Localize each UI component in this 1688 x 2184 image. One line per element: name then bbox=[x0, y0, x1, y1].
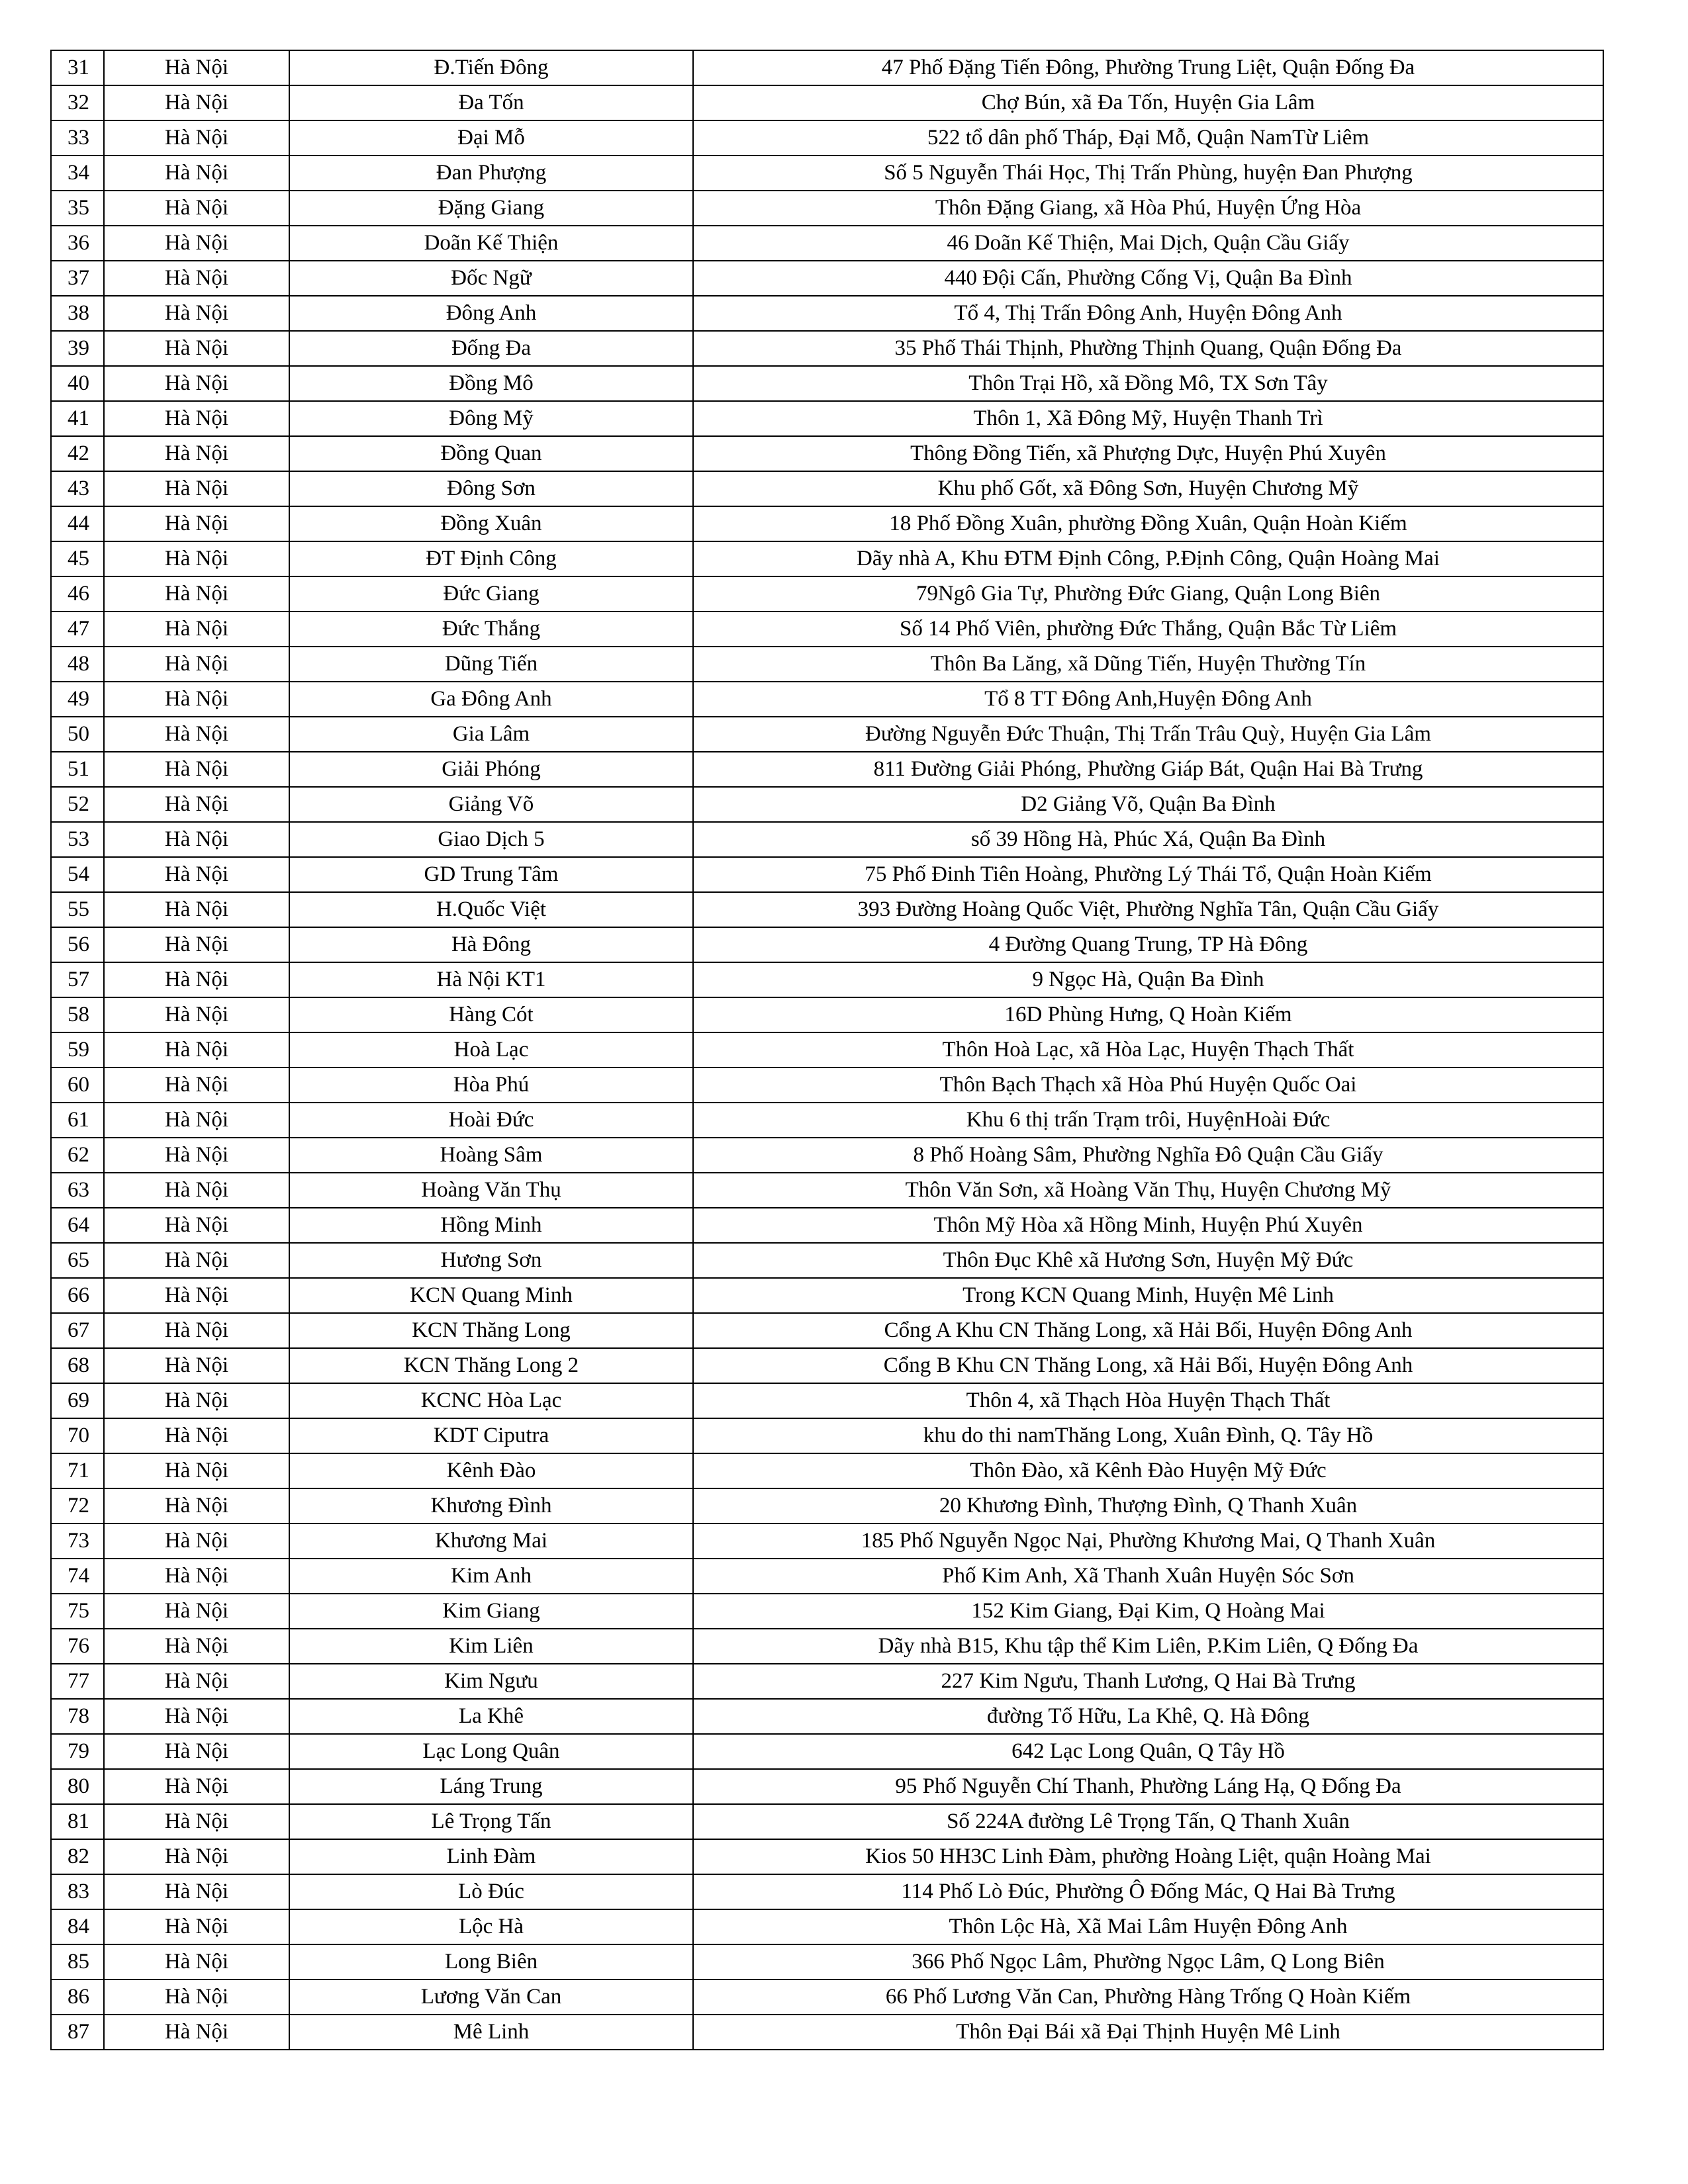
branch-name-cell: Đức Giang bbox=[289, 576, 693, 612]
table-row bbox=[51, 752, 1603, 787]
branch-name-cell: Ga Đông Anh bbox=[289, 682, 693, 717]
row-number-cell: 59 bbox=[51, 1032, 104, 1068]
city-cell: Hà Nội bbox=[104, 1313, 289, 1348]
branch-name-cell: Đốc Ngữ bbox=[289, 261, 693, 296]
row-number-cell: 85 bbox=[51, 1944, 104, 1979]
row-number-cell: 83 bbox=[51, 1874, 104, 1909]
branch-name-cell: Đồng Xuân bbox=[289, 506, 693, 541]
table-row bbox=[51, 1488, 1603, 1524]
row-number-cell: 54 bbox=[51, 857, 104, 892]
branch-name-cell: Long Biên bbox=[289, 1944, 693, 1979]
city-cell: Hà Nội bbox=[104, 1524, 289, 1559]
row-number-cell: 65 bbox=[51, 1243, 104, 1278]
address-cell: 4 Đường Quang Trung, TP Hà Đông bbox=[693, 927, 1603, 962]
table-row bbox=[51, 1453, 1603, 1488]
table-row bbox=[51, 1979, 1603, 2015]
row-number-cell: 58 bbox=[51, 997, 104, 1032]
branch-name-cell: Hà Nội KT1 bbox=[289, 962, 693, 997]
row-number-cell: 67 bbox=[51, 1313, 104, 1348]
city-cell: Hà Nội bbox=[104, 1348, 289, 1383]
row-number-cell: 33 bbox=[51, 120, 104, 156]
row-number-cell: 57 bbox=[51, 962, 104, 997]
branch-name-cell: Dũng Tiến bbox=[289, 647, 693, 682]
branch-name-cell: Hòa Phú bbox=[289, 1068, 693, 1103]
row-number-cell: 77 bbox=[51, 1664, 104, 1699]
city-cell: Hà Nội bbox=[104, 436, 289, 471]
city-cell: Hà Nội bbox=[104, 156, 289, 191]
city-cell: Hà Nội bbox=[104, 1453, 289, 1488]
table-row bbox=[51, 787, 1603, 822]
address-cell: 114 Phố Lò Đúc, Phường Ô Đống Mác, Q Hai Bà Trưng bbox=[693, 1874, 1603, 1909]
branch-name-cell: Giảng Võ bbox=[289, 787, 693, 822]
city-cell: Hà Nội bbox=[104, 1383, 289, 1418]
row-number-cell: 36 bbox=[51, 226, 104, 261]
city-cell: Hà Nội bbox=[104, 506, 289, 541]
city-cell: Hà Nội bbox=[104, 857, 289, 892]
table-row bbox=[51, 1804, 1603, 1839]
row-number-cell: 32 bbox=[51, 85, 104, 120]
branch-name-cell: KCNC Hòa Lạc bbox=[289, 1383, 693, 1418]
address-cell: Thôn Lộc Hà, Xã Mai Lâm Huyện Đông Anh bbox=[693, 1909, 1603, 1944]
branch-name-cell: Đan Phượng bbox=[289, 156, 693, 191]
row-number-cell: 69 bbox=[51, 1383, 104, 1418]
branch-name-cell: KDT Ciputra bbox=[289, 1418, 693, 1453]
city-cell: Hà Nội bbox=[104, 296, 289, 331]
table-row bbox=[51, 191, 1603, 226]
city-cell: Hà Nội bbox=[104, 682, 289, 717]
row-number-cell: 78 bbox=[51, 1699, 104, 1734]
city-cell: Hà Nội bbox=[104, 1664, 289, 1699]
branch-name-cell: Doãn Kế Thiện bbox=[289, 226, 693, 261]
table-row bbox=[51, 892, 1603, 927]
address-cell: 9 Ngọc Hà, Quận Ba Đình bbox=[693, 962, 1603, 997]
branch-name-cell: Hoàng Sâm bbox=[289, 1138, 693, 1173]
row-number-cell: 76 bbox=[51, 1629, 104, 1664]
row-number-cell: 46 bbox=[51, 576, 104, 612]
table-row bbox=[51, 50, 1603, 85]
row-number-cell: 45 bbox=[51, 541, 104, 576]
table-row bbox=[51, 366, 1603, 401]
branch-name-cell: Hà Đông bbox=[289, 927, 693, 962]
table-row bbox=[51, 962, 1603, 997]
row-number-cell: 42 bbox=[51, 436, 104, 471]
branch-name-cell: ĐT Định Công bbox=[289, 541, 693, 576]
branch-name-cell: La Khê bbox=[289, 1699, 693, 1734]
row-number-cell: 68 bbox=[51, 1348, 104, 1383]
address-cell: 185 Phố Nguyễn Ngọc Nại, Phường Khương Mai, Q Thanh Xuân bbox=[693, 1524, 1603, 1559]
table-row bbox=[51, 1524, 1603, 1559]
table-row bbox=[51, 1068, 1603, 1103]
branch-name-cell: Láng Trung bbox=[289, 1769, 693, 1804]
address-cell: Thôn Đào, xã Kênh Đào Huyện Mỹ Đức bbox=[693, 1453, 1603, 1488]
row-number-cell: 40 bbox=[51, 366, 104, 401]
table-row bbox=[51, 1032, 1603, 1068]
address-cell: 8 Phố Hoàng Sâm, Phường Nghĩa Đô Quận Cầu Giấy bbox=[693, 1138, 1603, 1173]
address-cell: Thôn Đục Khê xã Hương Sơn, Huyện Mỹ Đức bbox=[693, 1243, 1603, 1278]
table-row bbox=[51, 822, 1603, 857]
branch-name-cell: Đa Tốn bbox=[289, 85, 693, 120]
address-cell: số 39 Hồng Hà, Phúc Xá, Quận Ba Đình bbox=[693, 822, 1603, 857]
branch-name-cell: Hoàng Văn Thụ bbox=[289, 1173, 693, 1208]
table-row bbox=[51, 2015, 1603, 2050]
table-row bbox=[51, 1629, 1603, 1664]
address-cell: Thôn Ba Lăng, xã Dũng Tiến, Huyện Thường Tín bbox=[693, 647, 1603, 682]
row-number-cell: 82 bbox=[51, 1839, 104, 1874]
row-number-cell: 62 bbox=[51, 1138, 104, 1173]
table-row bbox=[51, 1313, 1603, 1348]
address-cell: 393 Đường Hoàng Quốc Việt, Phường Nghĩa Tân, Quận Cầu Giấy bbox=[693, 892, 1603, 927]
row-number-cell: 43 bbox=[51, 471, 104, 506]
table-row bbox=[51, 612, 1603, 647]
branch-name-cell: Đặng Giang bbox=[289, 191, 693, 226]
address-cell: Số 14 Phố Viên, phường Đức Thắng, Quận Bắc Từ Liêm bbox=[693, 612, 1603, 647]
branch-name-cell: Kênh Đào bbox=[289, 1453, 693, 1488]
city-cell: Hà Nội bbox=[104, 226, 289, 261]
table-row bbox=[51, 471, 1603, 506]
table-row bbox=[51, 506, 1603, 541]
table-row bbox=[51, 1699, 1603, 1734]
table-row bbox=[51, 1383, 1603, 1418]
address-cell: Tổ 8 TT Đông Anh,Huyện Đông Anh bbox=[693, 682, 1603, 717]
city-cell: Hà Nội bbox=[104, 612, 289, 647]
city-cell: Hà Nội bbox=[104, 2015, 289, 2050]
city-cell: Hà Nội bbox=[104, 1594, 289, 1629]
city-cell: Hà Nội bbox=[104, 717, 289, 752]
row-number-cell: 63 bbox=[51, 1173, 104, 1208]
city-cell: Hà Nội bbox=[104, 576, 289, 612]
address-cell: 811 Đường Giải Phóng, Phường Giáp Bát, Quận Hai Bà Trưng bbox=[693, 752, 1603, 787]
table-row bbox=[51, 717, 1603, 752]
city-cell: Hà Nội bbox=[104, 120, 289, 156]
row-number-cell: 56 bbox=[51, 927, 104, 962]
address-cell: Chợ Bún, xã Đa Tốn, Huyện Gia Lâm bbox=[693, 85, 1603, 120]
branch-name-cell: Hoà Lạc bbox=[289, 1032, 693, 1068]
address-cell: Khu 6 thị trấn Trạm trôi, HuyệnHoài Đức bbox=[693, 1103, 1603, 1138]
address-cell: 47 Phố Đặng Tiến Đông, Phường Trung Liệt, Quận Đống Đa bbox=[693, 50, 1603, 85]
address-cell: Thôn Mỹ Hòa xã Hồng Minh, Huyện Phú Xuyên bbox=[693, 1208, 1603, 1243]
address-cell: 20 Khương Đình, Thượng Đình, Q Thanh Xuân bbox=[693, 1488, 1603, 1524]
city-cell: Hà Nội bbox=[104, 1629, 289, 1664]
address-cell: Thôn Đại Bái xã Đại Thịnh Huyện Mê Linh bbox=[693, 2015, 1603, 2050]
row-number-cell: 52 bbox=[51, 787, 104, 822]
table-row bbox=[51, 1348, 1603, 1383]
row-number-cell: 80 bbox=[51, 1769, 104, 1804]
row-number-cell: 73 bbox=[51, 1524, 104, 1559]
city-cell: Hà Nội bbox=[104, 1138, 289, 1173]
city-cell: Hà Nội bbox=[104, 1488, 289, 1524]
table-row bbox=[51, 1138, 1603, 1173]
city-cell: Hà Nội bbox=[104, 1418, 289, 1453]
branch-name-cell: Lộc Hà bbox=[289, 1909, 693, 1944]
address-cell: đường Tố Hữu, La Khê, Q. Hà Đông bbox=[693, 1699, 1603, 1734]
row-number-cell: 49 bbox=[51, 682, 104, 717]
branch-name-cell: Khương Đình bbox=[289, 1488, 693, 1524]
row-number-cell: 48 bbox=[51, 647, 104, 682]
branch-name-cell: KCN Thăng Long bbox=[289, 1313, 693, 1348]
address-cell: Thôn Trại Hồ, xã Đồng Mô, TX Sơn Tây bbox=[693, 366, 1603, 401]
table-row bbox=[51, 1418, 1603, 1453]
city-cell: Hà Nội bbox=[104, 1032, 289, 1068]
address-cell: Số 5 Nguyễn Thái Học, Thị Trấn Phùng, huyện Đan Phượng bbox=[693, 156, 1603, 191]
table-row bbox=[51, 682, 1603, 717]
branch-address-table bbox=[50, 50, 1604, 2050]
row-number-cell: 34 bbox=[51, 156, 104, 191]
city-cell: Hà Nội bbox=[104, 1979, 289, 2015]
city-cell: Hà Nội bbox=[104, 962, 289, 997]
table-row bbox=[51, 401, 1603, 436]
table-row bbox=[51, 1664, 1603, 1699]
table-row bbox=[51, 927, 1603, 962]
city-cell: Hà Nội bbox=[104, 1243, 289, 1278]
city-cell: Hà Nội bbox=[104, 752, 289, 787]
address-cell: 66 Phố Lương Văn Can, Phường Hàng Trống Q Hoàn Kiếm bbox=[693, 1979, 1603, 2015]
address-cell: Thôn Hoà Lạc, xã Hòa Lạc, Huyện Thạch Thất bbox=[693, 1032, 1603, 1068]
branch-name-cell: Lạc Long Quân bbox=[289, 1734, 693, 1769]
address-cell: 75 Phố Đinh Tiên Hoàng, Phường Lý Thái Tổ, Quận Hoàn Kiếm bbox=[693, 857, 1603, 892]
table-row bbox=[51, 296, 1603, 331]
branch-name-cell: Đức Thắng bbox=[289, 612, 693, 647]
city-cell: Hà Nội bbox=[104, 1839, 289, 1874]
branch-name-cell: Đ.Tiến Đông bbox=[289, 50, 693, 85]
table-row bbox=[51, 1839, 1603, 1874]
row-number-cell: 87 bbox=[51, 2015, 104, 2050]
table-body bbox=[51, 50, 1603, 2050]
branch-name-cell: Đại Mỗ bbox=[289, 120, 693, 156]
row-number-cell: 64 bbox=[51, 1208, 104, 1243]
table-row bbox=[51, 1909, 1603, 1944]
table-row bbox=[51, 1103, 1603, 1138]
row-number-cell: 35 bbox=[51, 191, 104, 226]
row-number-cell: 86 bbox=[51, 1979, 104, 2015]
address-cell: Kios 50 HH3C Linh Đàm, phường Hoàng Liệt, quận Hoàng Mai bbox=[693, 1839, 1603, 1874]
address-cell: Thôn Bạch Thạch xã Hòa Phú Huyện Quốc Oai bbox=[693, 1068, 1603, 1103]
row-number-cell: 50 bbox=[51, 717, 104, 752]
city-cell: Hà Nội bbox=[104, 927, 289, 962]
branch-name-cell: Hàng Cót bbox=[289, 997, 693, 1032]
table-row bbox=[51, 436, 1603, 471]
city-cell: Hà Nội bbox=[104, 892, 289, 927]
table-row bbox=[51, 576, 1603, 612]
city-cell: Hà Nội bbox=[104, 1278, 289, 1313]
city-cell: Hà Nội bbox=[104, 1699, 289, 1734]
row-number-cell: 84 bbox=[51, 1909, 104, 1944]
branch-name-cell: Hương Sơn bbox=[289, 1243, 693, 1278]
branch-name-cell: GD Trung Tâm bbox=[289, 857, 693, 892]
city-cell: Hà Nội bbox=[104, 1734, 289, 1769]
city-cell: Hà Nội bbox=[104, 1559, 289, 1594]
branch-name-cell: KCN Quang Minh bbox=[289, 1278, 693, 1313]
city-cell: Hà Nội bbox=[104, 997, 289, 1032]
branch-name-cell: Khương Mai bbox=[289, 1524, 693, 1559]
address-cell: Dãy nhà B15, Khu tập thể Kim Liên, P.Kim Liên, Q Đống Đa bbox=[693, 1629, 1603, 1664]
branch-name-cell: Kim Ngưu bbox=[289, 1664, 693, 1699]
row-number-cell: 51 bbox=[51, 752, 104, 787]
table-row bbox=[51, 261, 1603, 296]
branch-name-cell: Mê Linh bbox=[289, 2015, 693, 2050]
row-number-cell: 71 bbox=[51, 1453, 104, 1488]
address-cell: 522 tổ dân phố Tháp, Đại Mỗ, Quận NamTừ Liêm bbox=[693, 120, 1603, 156]
address-cell: Đường Nguyễn Đức Thuận, Thị Trấn Trâu Quỳ, Huyện Gia Lâm bbox=[693, 717, 1603, 752]
row-number-cell: 72 bbox=[51, 1488, 104, 1524]
table-row bbox=[51, 1559, 1603, 1594]
city-cell: Hà Nội bbox=[104, 1103, 289, 1138]
branch-name-cell: Đông Sơn bbox=[289, 471, 693, 506]
row-number-cell: 37 bbox=[51, 261, 104, 296]
city-cell: Hà Nội bbox=[104, 1173, 289, 1208]
branch-name-cell: KCN Thăng Long 2 bbox=[289, 1348, 693, 1383]
row-number-cell: 44 bbox=[51, 506, 104, 541]
city-cell: Hà Nội bbox=[104, 401, 289, 436]
row-number-cell: 53 bbox=[51, 822, 104, 857]
table-row bbox=[51, 857, 1603, 892]
row-number-cell: 70 bbox=[51, 1418, 104, 1453]
city-cell: Hà Nội bbox=[104, 1944, 289, 1979]
table-row bbox=[51, 647, 1603, 682]
city-cell: Hà Nội bbox=[104, 191, 289, 226]
branch-name-cell: Kim Liên bbox=[289, 1629, 693, 1664]
city-cell: Hà Nội bbox=[104, 1769, 289, 1804]
address-cell: 35 Phố Thái Thịnh, Phường Thịnh Quang, Quận Đống Đa bbox=[693, 331, 1603, 366]
branch-name-cell: H.Quốc Việt bbox=[289, 892, 693, 927]
row-number-cell: 41 bbox=[51, 401, 104, 436]
branch-name-cell: Đồng Quan bbox=[289, 436, 693, 471]
address-cell: 227 Kim Ngưu, Thanh Lương, Q Hai Bà Trưng bbox=[693, 1664, 1603, 1699]
branch-name-cell: Đồng Mô bbox=[289, 366, 693, 401]
address-cell: 79Ngô Gia Tự, Phường Đức Giang, Quận Long Biên bbox=[693, 576, 1603, 612]
city-cell: Hà Nội bbox=[104, 1068, 289, 1103]
row-number-cell: 47 bbox=[51, 612, 104, 647]
city-cell: Hà Nội bbox=[104, 85, 289, 120]
city-cell: Hà Nội bbox=[104, 822, 289, 857]
city-cell: Hà Nội bbox=[104, 541, 289, 576]
address-cell: Thôn 1, Xã Đông Mỹ, Huyện Thanh Trì bbox=[693, 401, 1603, 436]
address-cell: D2 Giảng Võ, Quận Ba Đình bbox=[693, 787, 1603, 822]
table-row bbox=[51, 997, 1603, 1032]
table-row bbox=[51, 85, 1603, 120]
address-cell: Dãy nhà A, Khu ĐTM Định Công, P.Định Công, Quận Hoàng Mai bbox=[693, 541, 1603, 576]
branch-name-cell: Hồng Minh bbox=[289, 1208, 693, 1243]
row-number-cell: 31 bbox=[51, 50, 104, 85]
address-cell: 642 Lạc Long Quân, Q Tây Hồ bbox=[693, 1734, 1603, 1769]
row-number-cell: 75 bbox=[51, 1594, 104, 1629]
row-number-cell: 60 bbox=[51, 1068, 104, 1103]
table-row bbox=[51, 1173, 1603, 1208]
address-cell: 18 Phố Đồng Xuân, phường Đồng Xuân, Quận Hoàn Kiếm bbox=[693, 506, 1603, 541]
row-number-cell: 55 bbox=[51, 892, 104, 927]
city-cell: Hà Nội bbox=[104, 471, 289, 506]
branch-name-cell: Lương Văn Can bbox=[289, 1979, 693, 2015]
address-cell: khu do thi namThăng Long, Xuân Đình, Q. Tây Hồ bbox=[693, 1418, 1603, 1453]
row-number-cell: 74 bbox=[51, 1559, 104, 1594]
branch-name-cell: Kim Anh bbox=[289, 1559, 693, 1594]
table-row bbox=[51, 541, 1603, 576]
branch-name-cell: Kim Giang bbox=[289, 1594, 693, 1629]
branch-name-cell: Đông Anh bbox=[289, 296, 693, 331]
city-cell: Hà Nội bbox=[104, 1804, 289, 1839]
table-row bbox=[51, 1594, 1603, 1629]
table-row bbox=[51, 156, 1603, 191]
address-cell: Cổng B Khu CN Thăng Long, xã Hải Bối, Huyện Đông Anh bbox=[693, 1348, 1603, 1383]
address-cell: Tổ 4, Thị Trấn Đông Anh, Huyện Đông Anh bbox=[693, 296, 1603, 331]
row-number-cell: 38 bbox=[51, 296, 104, 331]
table-row bbox=[51, 1208, 1603, 1243]
table-row bbox=[51, 1734, 1603, 1769]
table-row bbox=[51, 331, 1603, 366]
table-row bbox=[51, 1874, 1603, 1909]
address-cell: Phố Kim Anh, Xã Thanh Xuân Huyện Sóc Sơn bbox=[693, 1559, 1603, 1594]
city-cell: Hà Nội bbox=[104, 787, 289, 822]
address-cell: Trong KCN Quang Minh, Huyện Mê Linh bbox=[693, 1278, 1603, 1313]
table-row bbox=[51, 1243, 1603, 1278]
branch-name-cell: Gia Lâm bbox=[289, 717, 693, 752]
city-cell: Hà Nội bbox=[104, 331, 289, 366]
branch-name-cell: Giải Phóng bbox=[289, 752, 693, 787]
city-cell: Hà Nội bbox=[104, 366, 289, 401]
city-cell: Hà Nội bbox=[104, 1208, 289, 1243]
branch-name-cell: Lò Đúc bbox=[289, 1874, 693, 1909]
row-number-cell: 79 bbox=[51, 1734, 104, 1769]
branch-name-cell: Hoài Đức bbox=[289, 1103, 693, 1138]
table-row bbox=[51, 226, 1603, 261]
city-cell: Hà Nội bbox=[104, 647, 289, 682]
address-cell: 46 Doãn Kế Thiện, Mai Dịch, Quận Cầu Giấy bbox=[693, 226, 1603, 261]
city-cell: Hà Nội bbox=[104, 1909, 289, 1944]
table-row bbox=[51, 1769, 1603, 1804]
branch-name-cell: Đống Đa bbox=[289, 331, 693, 366]
address-cell: Cổng A Khu CN Thăng Long, xã Hải Bối, Huyện Đông Anh bbox=[693, 1313, 1603, 1348]
address-cell: Thôn Văn Sơn, xã Hoàng Văn Thụ, Huyện Chương Mỹ bbox=[693, 1173, 1603, 1208]
address-cell: 440 Đội Cấn, Phường Cống Vị, Quận Ba Đình bbox=[693, 261, 1603, 296]
row-number-cell: 39 bbox=[51, 331, 104, 366]
address-cell: Số 224A đường Lê Trọng Tấn, Q Thanh Xuân bbox=[693, 1804, 1603, 1839]
branch-name-cell: Giao Dịch 5 bbox=[289, 822, 693, 857]
city-cell: Hà Nội bbox=[104, 50, 289, 85]
table-row bbox=[51, 1278, 1603, 1313]
table-row bbox=[51, 1944, 1603, 1979]
branch-name-cell: Lê Trọng Tấn bbox=[289, 1804, 693, 1839]
row-number-cell: 81 bbox=[51, 1804, 104, 1839]
address-cell: 16D Phùng Hưng, Q Hoàn Kiếm bbox=[693, 997, 1603, 1032]
address-cell: Thôn Đặng Giang, xã Hòa Phú, Huyện Ứng Hòa bbox=[693, 191, 1603, 226]
row-number-cell: 61 bbox=[51, 1103, 104, 1138]
city-cell: Hà Nội bbox=[104, 261, 289, 296]
city-cell: Hà Nội bbox=[104, 1874, 289, 1909]
address-cell: 152 Kim Giang, Đại Kim, Q Hoàng Mai bbox=[693, 1594, 1603, 1629]
row-number-cell: 66 bbox=[51, 1278, 104, 1313]
address-cell: 95 Phố Nguyễn Chí Thanh, Phường Láng Hạ, Q Đống Đa bbox=[693, 1769, 1603, 1804]
table-row bbox=[51, 120, 1603, 156]
branch-name-cell: Linh Đàm bbox=[289, 1839, 693, 1874]
branch-name-cell: Đông Mỹ bbox=[289, 401, 693, 436]
address-cell: Thông Đồng Tiến, xã Phượng Dực, Huyện Phú Xuyên bbox=[693, 436, 1603, 471]
address-cell: 366 Phố Ngọc Lâm, Phường Ngọc Lâm, Q Long Biên bbox=[693, 1944, 1603, 1979]
address-cell: Thôn 4, xã Thạch Hòa Huyện Thạch Thất bbox=[693, 1383, 1603, 1418]
address-cell: Khu phố Gốt, xã Đông Sơn, Huyện Chương Mỹ bbox=[693, 471, 1603, 506]
